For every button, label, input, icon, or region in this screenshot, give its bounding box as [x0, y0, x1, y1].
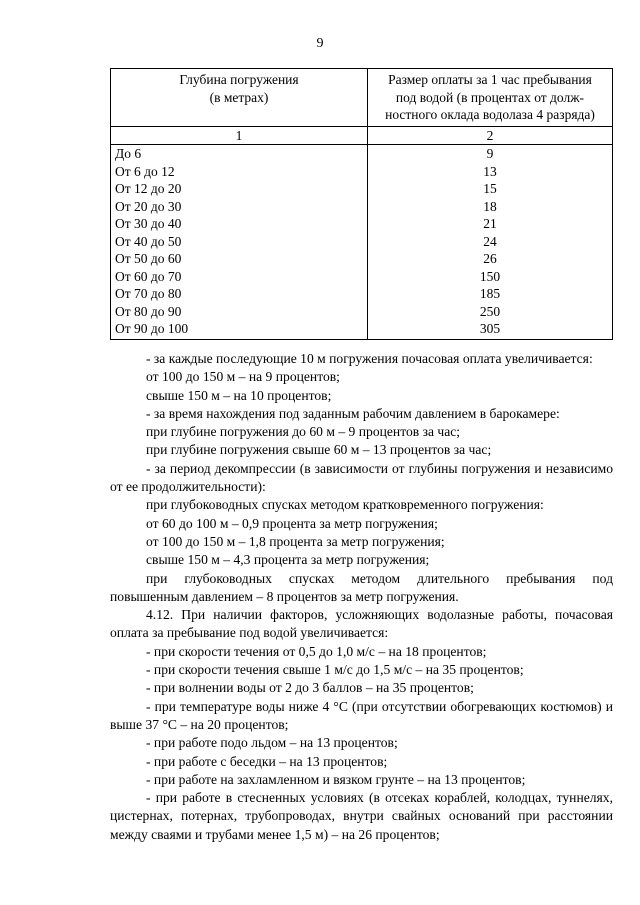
rate-cell: 21 [368, 215, 613, 233]
rate-cell: 9 [368, 145, 613, 163]
depth-cell: От 80 до 90 [111, 303, 368, 321]
table-row [111, 215, 613, 233]
table-row [111, 145, 613, 163]
depth-cell: От 70 до 80 [111, 285, 368, 303]
table-row [111, 250, 613, 268]
header-depth-line: Глубина погружения [179, 72, 299, 87]
table-index-row [111, 126, 613, 145]
paragraph: при глубине погружения до 60 м – 9 процентов за час; [146, 424, 461, 440]
rate-cell: 24 [368, 233, 613, 251]
rate-cell: 150 [368, 268, 613, 286]
table-row [111, 268, 613, 286]
paragraph: при глубине погружения свыше 60 м – 13 процентов за час; [146, 442, 492, 458]
paragraph: - за каждые последующие 10 м погружения почасовая оплата увеличивается: [146, 351, 593, 366]
header-depth [111, 69, 368, 127]
header-rate-line: ностного оклада водолаза 4 разряда) [385, 107, 595, 122]
depth-cell: От 50 до 60 [111, 250, 368, 268]
paragraph: 4.12. При наличии факторов, усложняющих водолазные работы, почасовая оплата за пребывание под водой увеличивается: [110, 607, 613, 641]
rate-cell: 185 [368, 285, 613, 303]
paragraph: свыше 150 м – 4,3 процента за метр погружения; [146, 552, 430, 568]
page-number: 9 [316, 36, 324, 51]
paragraph: - при скорости течения от 0,5 до 1,0 м/с – на 18 процентов; [146, 643, 487, 659]
depth-cell: От 6 до 12 [111, 163, 368, 181]
paragraph: - за время нахождения под заданным рабочим давлением в барокамере: [146, 405, 560, 421]
paragraph: - при работе в стесненных условиях (в отсеках кораблей, колодцах, туннелях, цистернах, потернах, трубопроводах, внутри свайных оснований при расстоянии между сваями и трубами менее 1,5 м) – на 26 процентов; [110, 790, 613, 842]
depth-cell: От 60 до 70 [111, 268, 368, 286]
table-header-row [111, 69, 613, 127]
depth-cell: От 12 до 20 [111, 180, 368, 198]
rate-cell: 18 [368, 198, 613, 216]
rate-cell: 15 [368, 180, 613, 198]
paragraph: при глубоководных спусках методом кратковременного погружения: [146, 497, 544, 513]
paragraph: от 100 до 150 м – на 9 процентов; [146, 369, 340, 385]
depth-cell: От 30 до 40 [111, 215, 368, 233]
table-row [111, 303, 613, 321]
paragraph: - при работе с беседки – на 13 процентов; [146, 753, 388, 769]
depth-cell: До 6 [111, 145, 368, 163]
pay-rate-table [110, 68, 613, 340]
index-cell: 1 [111, 126, 368, 145]
depth-cell: От 90 до 100 [111, 320, 368, 339]
table-row [111, 233, 613, 251]
body-text [110, 350, 613, 844]
paragraph: - при работе на захламленном и вязком грунте – на 13 процентов; [146, 771, 526, 787]
paragraph: - при температуре воды ниже 4 °С (при отсутствии обогревающих костюмов) и выше 37 °С – на 20 процентов; [110, 698, 613, 732]
index-cell: 2 [368, 126, 613, 145]
rate-cell: 26 [368, 250, 613, 268]
table-row [111, 180, 613, 198]
paragraph: при глубоководных спусках методом длительного пребывания под повышенным давлением – 8 процентов за метр погружения. [110, 570, 613, 604]
paragraph: от 100 до 150 м – 1,8 процента за метр погружения; [146, 533, 445, 549]
paragraph: - при работе подо льдом – на 13 процентов; [146, 735, 398, 751]
table-row [111, 285, 613, 303]
rate-cell: 13 [368, 163, 613, 181]
header-rate-line: Размер оплаты за 1 час пребывания [388, 72, 592, 87]
header-depth-line: (в метрах) [209, 89, 269, 105]
rate-cell: 305 [368, 320, 613, 339]
paragraph: - при волнении воды от 2 до 3 баллов – на 35 процентов; [146, 680, 474, 696]
header-rate-line: под водой (в процентах от долж- [395, 89, 585, 105]
paragraph: - при скорости течения свыше 1 м/с до 1,5 м/с – на 35 процентов; [146, 662, 524, 678]
depth-cell: От 40 до 50 [111, 233, 368, 251]
table-row [111, 163, 613, 181]
paragraph: от 60 до 100 м – 0,9 процента за метр погружения; [146, 515, 438, 531]
table-row [111, 198, 613, 216]
table-row [111, 320, 613, 339]
rate-cell: 250 [368, 303, 613, 321]
header-rate [368, 69, 613, 127]
depth-cell: От 20 до 30 [111, 198, 368, 216]
paragraph: свыше 150 м – на 10 процентов; [146, 387, 332, 403]
paragraph: - за период декомпрессии (в зависимости от глубины погружения и независимо от ее продолжительности): [110, 460, 613, 495]
